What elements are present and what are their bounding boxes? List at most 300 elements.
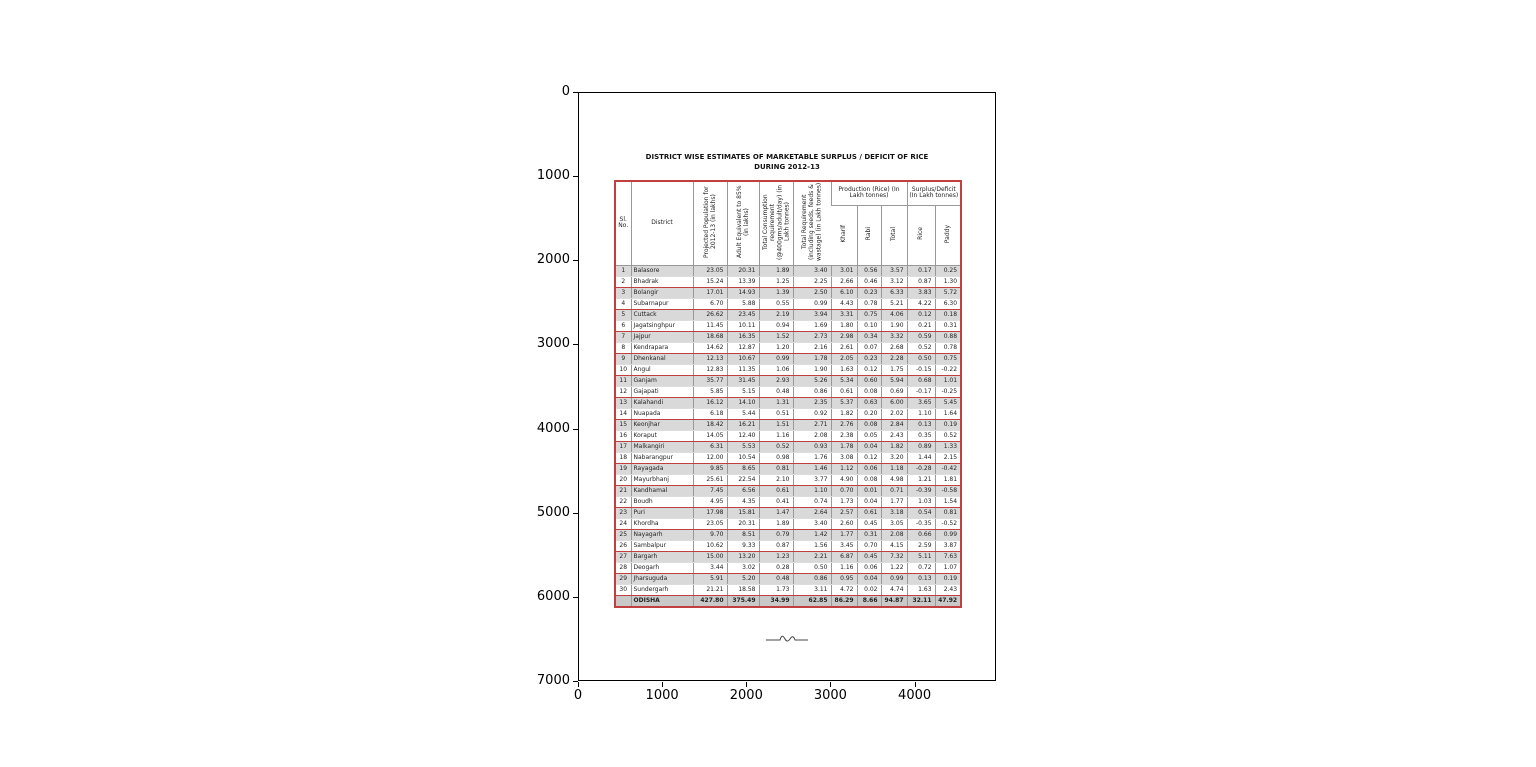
table-cell: -0.58 <box>935 485 961 496</box>
table-cell: Sundergarh <box>631 584 693 595</box>
table-cell: 0.07 <box>857 342 881 353</box>
table-cell: Kalahandi <box>631 397 693 408</box>
table-cell: 0.19 <box>935 419 961 430</box>
table-cell: 3.12 <box>881 276 907 287</box>
table-cell: 21 <box>615 485 631 496</box>
table-cell: 27 <box>615 551 631 562</box>
table-cell: 0.51 <box>759 408 793 419</box>
table-cell: 1.63 <box>907 584 935 595</box>
table-cell: Nabarangpur <box>631 452 693 463</box>
table-cell: 0.81 <box>935 507 961 518</box>
table-cell: 2 <box>615 276 631 287</box>
table-cell: 15 <box>615 419 631 430</box>
table-row <box>615 419 961 430</box>
table-row <box>615 441 961 452</box>
table-cell: 6.56 <box>727 485 759 496</box>
header-population <box>693 181 727 265</box>
table-cell: 0.75 <box>935 353 961 364</box>
table-cell: 0.75 <box>857 309 881 320</box>
table-cell: 2.38 <box>831 430 857 441</box>
table-cell: 2.64 <box>793 507 831 518</box>
table-cell: 0.12 <box>857 452 881 463</box>
x-tick-label: 1000 <box>645 688 679 703</box>
table-cell: 12 <box>615 386 631 397</box>
table-cell: -0.25 <box>935 386 961 397</box>
table-cell: 17 <box>615 441 631 452</box>
y-tick-label: 3000 <box>536 336 570 352</box>
table-cell: 2.68 <box>881 342 907 353</box>
table-cell: 0.88 <box>935 331 961 342</box>
y-tick-label: 5000 <box>536 504 570 520</box>
table-cell: 1.30 <box>935 276 961 287</box>
table-row <box>615 529 961 540</box>
table-cell: 31.45 <box>727 375 759 386</box>
table-cell: 0.23 <box>857 287 881 298</box>
table-cell: 5.26 <box>793 375 831 386</box>
table-cell: 14.05 <box>693 430 727 441</box>
table-cell: -0.22 <box>935 364 961 375</box>
table-cell: 6.70 <box>693 298 727 309</box>
total-row <box>615 595 961 607</box>
table-cell: 0.10 <box>857 320 881 331</box>
table-cell: 4.98 <box>881 474 907 485</box>
table-cell: 1.78 <box>793 353 831 364</box>
table-cell: 5 <box>615 309 631 320</box>
x-tick-mark <box>662 682 663 687</box>
table-cell: 1 <box>615 265 631 276</box>
table-row <box>615 408 961 419</box>
table-cell: 1.18 <box>881 463 907 474</box>
header-production-group <box>831 181 907 205</box>
x-tick-label: 3000 <box>813 688 847 703</box>
header-consumption <box>759 181 793 265</box>
table-cell: 29 <box>615 573 631 584</box>
table-cell: 3.18 <box>881 507 907 518</box>
table-cell: 26.62 <box>693 309 727 320</box>
header-district <box>631 181 693 265</box>
table-cell: -0.28 <box>907 463 935 474</box>
table-cell: -0.39 <box>907 485 935 496</box>
table-cell: 0.18 <box>935 309 961 320</box>
table-cell: 2.02 <box>881 408 907 419</box>
title-line-1: DISTRICT WISE ESTIMATES OF MARKETABLE SURPLUS / DEFICIT OF RICE <box>645 153 929 161</box>
table-cell: 2.84 <box>881 419 907 430</box>
table-cell: 17.98 <box>693 507 727 518</box>
table-cell: 0.79 <box>759 529 793 540</box>
table-cell: 0.01 <box>857 485 881 496</box>
table-cell: 5.11 <box>907 551 935 562</box>
table-row <box>615 276 961 287</box>
table-cell: Bolangir <box>631 287 693 298</box>
table-cell: 0.86 <box>793 573 831 584</box>
table-cell: 13.39 <box>727 276 759 287</box>
header-population-label: Projected Population for 2012-13 (in lakhs) <box>702 186 717 258</box>
table-cell: Jagatsinghpur <box>631 320 693 331</box>
x-tick-mark <box>578 682 579 687</box>
table-cell: 0.13 <box>907 573 935 584</box>
table-cell: Khordha <box>631 518 693 529</box>
table-cell: 0.81 <box>759 463 793 474</box>
table-cell: 0.87 <box>907 276 935 287</box>
table-cell: 0.25 <box>935 265 961 276</box>
table-cell: 0.93 <box>793 441 831 452</box>
table-cell: Bargarh <box>631 551 693 562</box>
table-cell: 0.52 <box>759 441 793 452</box>
table-cell: 0.94 <box>759 320 793 331</box>
table-cell: 0.19 <box>935 573 961 584</box>
table-cell: Kandhamal <box>631 485 693 496</box>
table-cell: 0.50 <box>793 562 831 573</box>
table-row <box>615 320 961 331</box>
table-cell: 1.33 <box>935 441 961 452</box>
table-cell: 3.08 <box>831 452 857 463</box>
table-cell: 9.70 <box>693 529 727 540</box>
table-cell: 4.22 <box>907 298 935 309</box>
table-cell: 0.45 <box>857 551 881 562</box>
table-cell: 0.87 <box>759 540 793 551</box>
table-cell: 1.22 <box>881 562 907 573</box>
table-cell: 1.82 <box>881 441 907 452</box>
table-cell: Gajapati <box>631 386 693 397</box>
table-cell: Cuttack <box>631 309 693 320</box>
table-cell: 2.43 <box>935 584 961 595</box>
table-cell: 2.60 <box>831 518 857 529</box>
header-paddy <box>935 205 961 265</box>
table-cell: 13.20 <box>727 551 759 562</box>
table-cell: 0.60 <box>857 375 881 386</box>
table-cell: 11 <box>615 375 631 386</box>
header-sl-no-label: Sl. No. <box>618 215 629 230</box>
table-cell: 2.50 <box>793 287 831 298</box>
table-cell: 8 <box>615 342 631 353</box>
table-cell: 6.10 <box>831 287 857 298</box>
table-cell: 22 <box>615 496 631 507</box>
table-cell: Kendrapara <box>631 342 693 353</box>
table-cell: 3.83 <box>907 287 935 298</box>
table-cell: 11.45 <box>693 320 727 331</box>
table-cell: 1.39 <box>759 287 793 298</box>
table-cell: 2.28 <box>881 353 907 364</box>
y-tick-label: 0 <box>561 84 570 99</box>
table-cell: 18.58 <box>727 584 759 595</box>
table-cell: 0.48 <box>759 386 793 397</box>
y-tick-mark <box>573 429 578 430</box>
table-cell: 4.15 <box>881 540 907 551</box>
table-cell: 34.99 <box>759 595 793 607</box>
table-cell: 2.66 <box>831 276 857 287</box>
y-tick-mark <box>573 597 578 598</box>
table-cell: 0.66 <box>907 529 935 540</box>
table-cell: 3 <box>615 287 631 298</box>
table-cell: 1.69 <box>793 320 831 331</box>
table-cell: 1.89 <box>759 518 793 529</box>
table-cell: 17.01 <box>693 287 727 298</box>
table-cell: 0.86 <box>793 386 831 397</box>
table-cell: 8.65 <box>727 463 759 474</box>
table-cell: 3.05 <box>881 518 907 529</box>
table-cell: 0.04 <box>857 573 881 584</box>
table-cell: 20.31 <box>727 265 759 276</box>
table-cell: 6.30 <box>935 298 961 309</box>
table-cell: 14 <box>615 408 631 419</box>
table-cell: 0.45 <box>857 518 881 529</box>
table-cell: 0.56 <box>857 265 881 276</box>
table-cell: 5.72 <box>935 287 961 298</box>
table-cell: 18 <box>615 452 631 463</box>
table-cell: 0.68 <box>907 375 935 386</box>
table-cell: Balasore <box>631 265 693 276</box>
table-cell: 26 <box>615 540 631 551</box>
table-cell: 0.72 <box>907 562 935 573</box>
table-cell: 94.87 <box>881 595 907 607</box>
table-cell: Boudh <box>631 496 693 507</box>
table-cell: 14.62 <box>693 342 727 353</box>
table-cell: 1.42 <box>793 529 831 540</box>
table-cell: 18.42 <box>693 419 727 430</box>
table-cell: 5.94 <box>881 375 907 386</box>
table-cell: 0.05 <box>857 430 881 441</box>
header-consumption-label: Total Consumption requirement (@400gms/adult/day) (in Lakh tonnes) <box>761 184 791 260</box>
header-rice <box>907 205 935 265</box>
table-cell: 16.35 <box>727 331 759 342</box>
table-cell: 0.59 <box>907 331 935 342</box>
header-kharif-label: Kharif <box>840 224 848 243</box>
table-cell: 19 <box>615 463 631 474</box>
table-cell: 3.45 <box>831 540 857 551</box>
table-cell: 0.70 <box>831 485 857 496</box>
table-cell: 1.01 <box>935 375 961 386</box>
table-cell: 1.51 <box>759 419 793 430</box>
table-cell: 5.44 <box>727 408 759 419</box>
table-cell: 4.35 <box>727 496 759 507</box>
table-cell: 1.78 <box>831 441 857 452</box>
table-cell: Nuapada <box>631 408 693 419</box>
table-cell: 2.59 <box>907 540 935 551</box>
table-cell: 0.12 <box>907 309 935 320</box>
table-cell: 4 <box>615 298 631 309</box>
table-cell: 1.73 <box>759 584 793 595</box>
table-cell: 7.45 <box>693 485 727 496</box>
table-cell: 1.07 <box>935 562 961 573</box>
table-cell: 1.73 <box>831 496 857 507</box>
table-cell: 21.21 <box>693 584 727 595</box>
table-cell: 0.28 <box>759 562 793 573</box>
table-cell: Rayagada <box>631 463 693 474</box>
table-cell: 0.98 <box>759 452 793 463</box>
table-cell: 2.08 <box>881 529 907 540</box>
table-cell: -0.35 <box>907 518 935 529</box>
table-cell: 9.33 <box>727 540 759 551</box>
header-rabi <box>857 205 881 265</box>
table-row <box>615 452 961 463</box>
table-cell: 2.73 <box>793 331 831 342</box>
table-cell: 1.54 <box>935 496 961 507</box>
table-cell: 0.52 <box>907 342 935 353</box>
table-cell: 1.82 <box>831 408 857 419</box>
table-cell: Sambalpur <box>631 540 693 551</box>
table-cell: 1.23 <box>759 551 793 562</box>
table-row <box>615 474 961 485</box>
table-cell: 1.10 <box>793 485 831 496</box>
table-cell: 18.68 <box>693 331 727 342</box>
table-cell: 4.74 <box>881 584 907 595</box>
table-cell: 0.99 <box>759 353 793 364</box>
table-cell: 3.65 <box>907 397 935 408</box>
table-cell: 2.15 <box>935 452 961 463</box>
table-cell: 0.21 <box>907 320 935 331</box>
table-row <box>615 518 961 529</box>
header-total <box>881 205 907 265</box>
table-cell: 2.76 <box>831 419 857 430</box>
table-cell: 1.90 <box>793 364 831 375</box>
table-cell: 25 <box>615 529 631 540</box>
table-cell: 0.48 <box>759 573 793 584</box>
table-cell: 3.20 <box>881 452 907 463</box>
table-cell: 3.02 <box>727 562 759 573</box>
table-cell: 22.54 <box>727 474 759 485</box>
table-cell: 0.89 <box>907 441 935 452</box>
header-rice-label: Rice <box>917 227 925 241</box>
table-cell: 4.90 <box>831 474 857 485</box>
table-cell: 1.06 <box>759 364 793 375</box>
table-cell: 23 <box>615 507 631 518</box>
table-cell: 1.76 <box>793 452 831 463</box>
table-cell: 47.92 <box>935 595 961 607</box>
table-cell: 20.31 <box>727 518 759 529</box>
table-cell: 8.66 <box>857 595 881 607</box>
header-surplus-group-label: Surplus/Deficit (In Lakh tonnes) <box>909 185 959 200</box>
table-cell: 2.25 <box>793 276 831 287</box>
table-cell: 2.98 <box>831 331 857 342</box>
table-row <box>615 540 961 551</box>
table-cell: 24 <box>615 518 631 529</box>
y-tick-label: 4000 <box>536 420 570 436</box>
table-row <box>615 551 961 562</box>
table-cell: -0.42 <box>935 463 961 474</box>
x-tick-label: 0 <box>573 688 583 703</box>
table-cell: 2.57 <box>831 507 857 518</box>
table-cell: 1.47 <box>759 507 793 518</box>
table-cell: 13 <box>615 397 631 408</box>
table-row <box>615 342 961 353</box>
table-cell: 2.93 <box>759 375 793 386</box>
table-cell: 1.63 <box>831 364 857 375</box>
table-cell: 11.35 <box>727 364 759 375</box>
header-rabi-label: Rabi <box>865 227 873 241</box>
table-cell: 3.11 <box>793 584 831 595</box>
table-cell: 12.40 <box>727 430 759 441</box>
table-cell: 0.31 <box>935 320 961 331</box>
table-cell: 1.44 <box>907 452 935 463</box>
table-cell: 8.51 <box>727 529 759 540</box>
table-cell: -0.52 <box>935 518 961 529</box>
table-cell: 0.70 <box>857 540 881 551</box>
header-requirement <box>793 181 831 265</box>
table-cell: 5.20 <box>727 573 759 584</box>
y-tick-mark <box>573 92 578 93</box>
table-cell: 0.50 <box>907 353 935 364</box>
table-cell: 7.63 <box>935 551 961 562</box>
table-cell: 4.43 <box>831 298 857 309</box>
header-kharif <box>831 205 857 265</box>
table-cell: 1.90 <box>881 320 907 331</box>
table-cell: 0.61 <box>831 386 857 397</box>
table-cell: -0.17 <box>907 386 935 397</box>
table-cell: 6.33 <box>881 287 907 298</box>
table-cell: Puri <box>631 507 693 518</box>
table-cell: 0.04 <box>857 441 881 452</box>
table-cell: 375.49 <box>727 595 759 607</box>
table-cell: 1.81 <box>935 474 961 485</box>
table-cell: 5.15 <box>727 386 759 397</box>
table-cell: 7.32 <box>881 551 907 562</box>
table-cell: 0.20 <box>857 408 881 419</box>
table-cell: 1.16 <box>759 430 793 441</box>
table-cell: Jharsuguda <box>631 573 693 584</box>
table-cell: Dhenkanal <box>631 353 693 364</box>
x-tick-label: 4000 <box>898 688 932 703</box>
table-cell: 2.19 <box>759 309 793 320</box>
table-cell: 1.77 <box>881 496 907 507</box>
table-cell: 12.00 <box>693 452 727 463</box>
table-row <box>615 331 961 342</box>
table-cell: 3.87 <box>935 540 961 551</box>
table-cell: 12.13 <box>693 353 727 364</box>
table-cell: 10 <box>615 364 631 375</box>
table-cell: 5.37 <box>831 397 857 408</box>
table-cell: 0.52 <box>935 430 961 441</box>
table-row <box>615 496 961 507</box>
header-paddy-label: Paddy <box>944 224 952 243</box>
header-surplus-group <box>907 181 961 205</box>
table-cell: 0.02 <box>857 584 881 595</box>
table-cell: Mayurbhanj <box>631 474 693 485</box>
table-cell: 1.89 <box>759 265 793 276</box>
x-tick-label: 2000 <box>729 688 763 703</box>
table-cell: 3.31 <box>831 309 857 320</box>
table-cell: 1.20 <box>759 342 793 353</box>
table-cell: 35.77 <box>693 375 727 386</box>
table-cell: 10.54 <box>727 452 759 463</box>
table-cell: 5.21 <box>881 298 907 309</box>
header-total-label: Total <box>890 226 898 241</box>
table-cell: 3.44 <box>693 562 727 573</box>
y-tick-mark <box>573 513 578 514</box>
table-row <box>615 584 961 595</box>
table-cell: 6.18 <box>693 408 727 419</box>
table-cell: 15.24 <box>693 276 727 287</box>
table-cell: 16 <box>615 430 631 441</box>
table-cell: 0.41 <box>759 496 793 507</box>
table-cell: 3.77 <box>793 474 831 485</box>
table-cell: 5.85 <box>693 386 727 397</box>
header-district-label: District <box>651 219 673 226</box>
x-tick-mark <box>830 682 831 687</box>
table-cell: 2.43 <box>881 430 907 441</box>
table-cell: 3.40 <box>793 518 831 529</box>
table-cell: 14.93 <box>727 287 759 298</box>
table-cell: 16.12 <box>693 397 727 408</box>
y-tick-mark <box>573 260 578 261</box>
table-cell: 0.46 <box>857 276 881 287</box>
table-cell: 0.92 <box>793 408 831 419</box>
table-cell: 0.08 <box>857 474 881 485</box>
title-line-2: DURING 2012-13 <box>754 163 820 172</box>
document-title <box>614 152 960 172</box>
table-cell: 14.10 <box>727 397 759 408</box>
table-cell: 0.04 <box>857 496 881 507</box>
handwritten-mark <box>614 630 960 649</box>
